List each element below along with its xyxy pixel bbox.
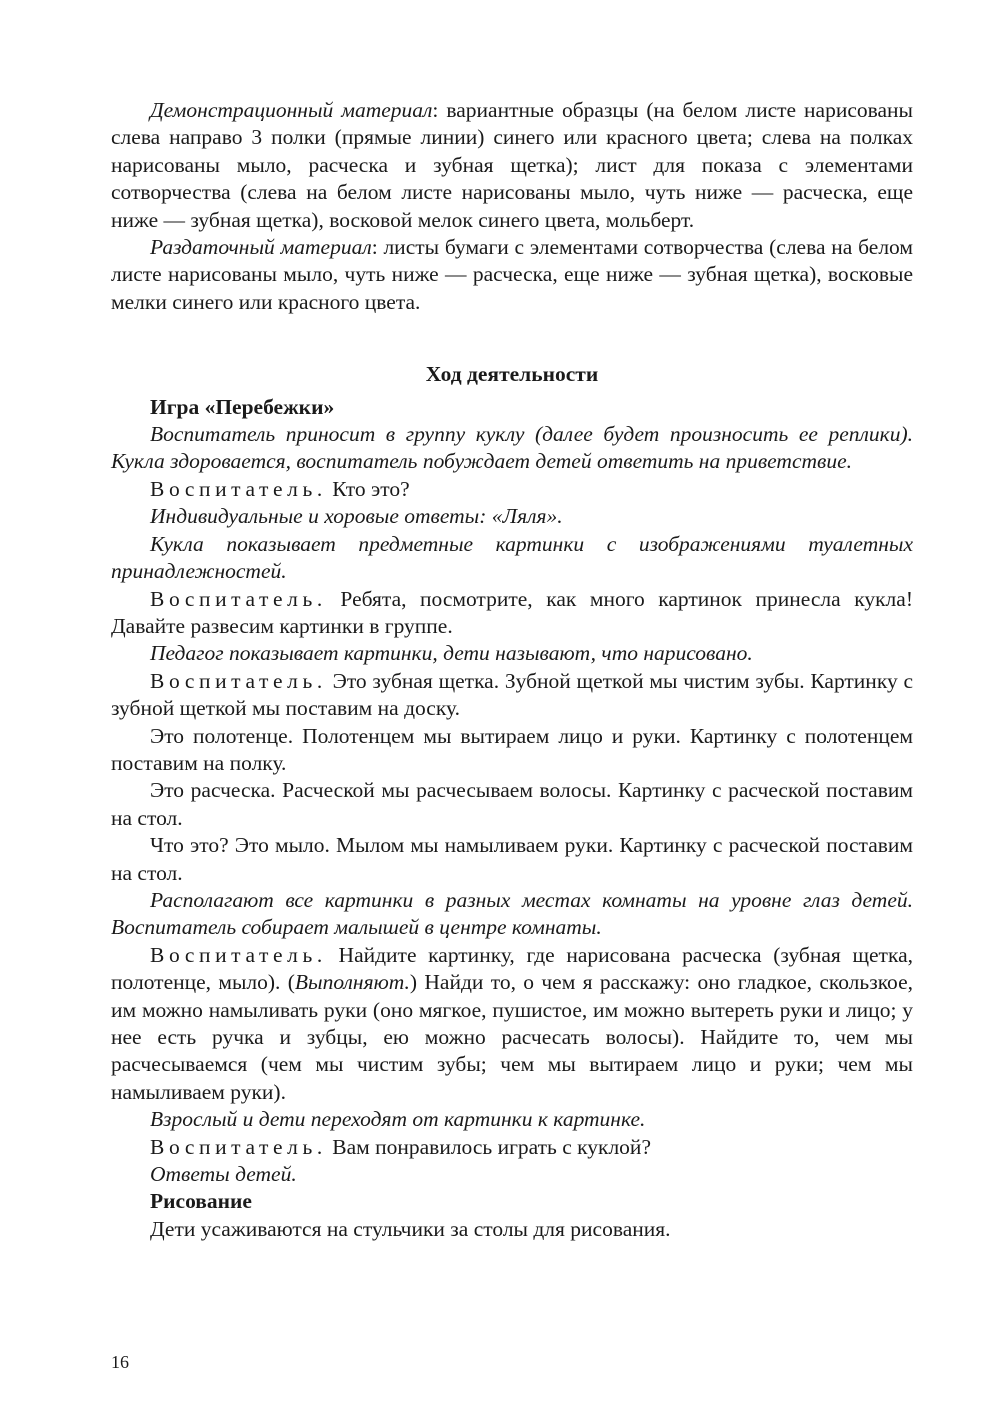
game-title: Игра «Перебежки» bbox=[150, 394, 335, 419]
dialogue-line-1: Воспитатель. Кто это? bbox=[150, 476, 410, 501]
handout-material-text: : листы бумаги с элементами сотворчества (слева на белом листе нарисованы мыло, чуть ниже — расческа, еще ниже — зубная щетка), восковые мелки синего или красного цвета. bbox=[111, 235, 913, 314]
game-intro: Воспитатель приносит в группу куклу (далее будет произносить ее реплики). Кукла здоровается, воспитатель побуждает детей ответить на приветствие. bbox=[111, 422, 913, 474]
dialogue-line-3: Воспитатель. Это зубная щетка. Зубной щеткой мы чистим зубы. Картинку с зубной щеткой мы поставим на доску. bbox=[111, 668, 913, 721]
section-title: Ход деятельности bbox=[425, 362, 599, 387]
answers-2: Ответы детей. bbox=[150, 1162, 297, 1187]
speaker-label: Воспитатель. bbox=[150, 668, 327, 693]
demo-material-label: Демонстрационный материал bbox=[150, 98, 433, 122]
dialogue-line-2: Воспитатель. Ребята, посмотрите, как много картинок принесла кукла! Давайте развесим картинки в группе. bbox=[111, 586, 913, 638]
answers-1: Индивидуальные и хоровые ответы: «Ляля». bbox=[150, 504, 563, 529]
demo-material-text: : вариантные образцы (на белом листе нарисованы слева направо 3 полки (прямые линии) синего или красного цвета; слева на полках нарисованы мыло, расческа и зубная щетка); лист для показа с элементами сотворчества (слева на белом листе нарисованы мыло, чуть ниже — расческа, еще ниже — зубная щетка), восковой мелок синего цвета, мольберт. bbox=[111, 98, 913, 232]
handout-material-label: Раздаточный материал bbox=[150, 235, 372, 260]
moving-paragraph: Взрослый и дети переходят от картинки к картинке. bbox=[150, 1107, 646, 1132]
speaker-label: Воспитатель. bbox=[150, 942, 327, 967]
demo-material-paragraph bbox=[111, 97, 913, 234]
page-body bbox=[111, 97, 913, 1243]
drawing-title: Рисование bbox=[150, 1189, 252, 1214]
speaker-label: Воспитатель. bbox=[150, 586, 327, 611]
speaker-label: Воспитатель. bbox=[150, 476, 327, 501]
towel-paragraph: Это полотенце. Полотенцем мы вытираем лицо и руки. Картинку с полотенцем поставим на полку. bbox=[111, 723, 913, 775]
soap-paragraph: Что это? Это мыло. Мылом мы намыливаем руки. Картинку с расческой поставим на стол. bbox=[111, 833, 913, 885]
handout-material-paragraph bbox=[111, 234, 913, 316]
section-gap bbox=[111, 316, 913, 361]
place-pictures: Располагают все картинки в разных местах комнаты на уровне глаз детей. Воспитатель собирает малышей в центре комнаты. bbox=[111, 887, 913, 940]
teacher-shows: Педагог показывает картинки, дети называют, что нарисовано. bbox=[150, 641, 753, 666]
dialogue-line-4: Воспитатель. Найдите картинку, где нарисована расческа (зубная щетка, полотенце, мыло). (Выполняют.) Найди то, о чем я расскажу: оно гладкое, скользкое, им можно намыливать руки (оно мягкое, пушистое, им можно вытереть руки и лицо; у нее есть ручка и зубцы, ею можно расчесать волосы). Найдите то, чем мы расчесываемся (чем мы чистим зубы; чем мы вытираем лицо и руки; чем мы намыливаем руки). bbox=[111, 942, 913, 1104]
page-number: 16 bbox=[111, 1352, 129, 1372]
drawing-text: Дети усаживаются на стульчики за столы для рисования. bbox=[150, 1216, 671, 1241]
doll-shows: Кукла показывает предметные картинки с изображениями туалетных принадлежностей. bbox=[111, 531, 913, 584]
dialogue-line-5: Воспитатель. Вам понравилось играть с куклой? bbox=[150, 1134, 651, 1159]
speaker-label: Воспитатель. bbox=[150, 1134, 327, 1159]
comb-paragraph: Это расческа. Расческой мы расчесываем волосы. Картинку с расческой поставим на стол. bbox=[111, 778, 913, 830]
